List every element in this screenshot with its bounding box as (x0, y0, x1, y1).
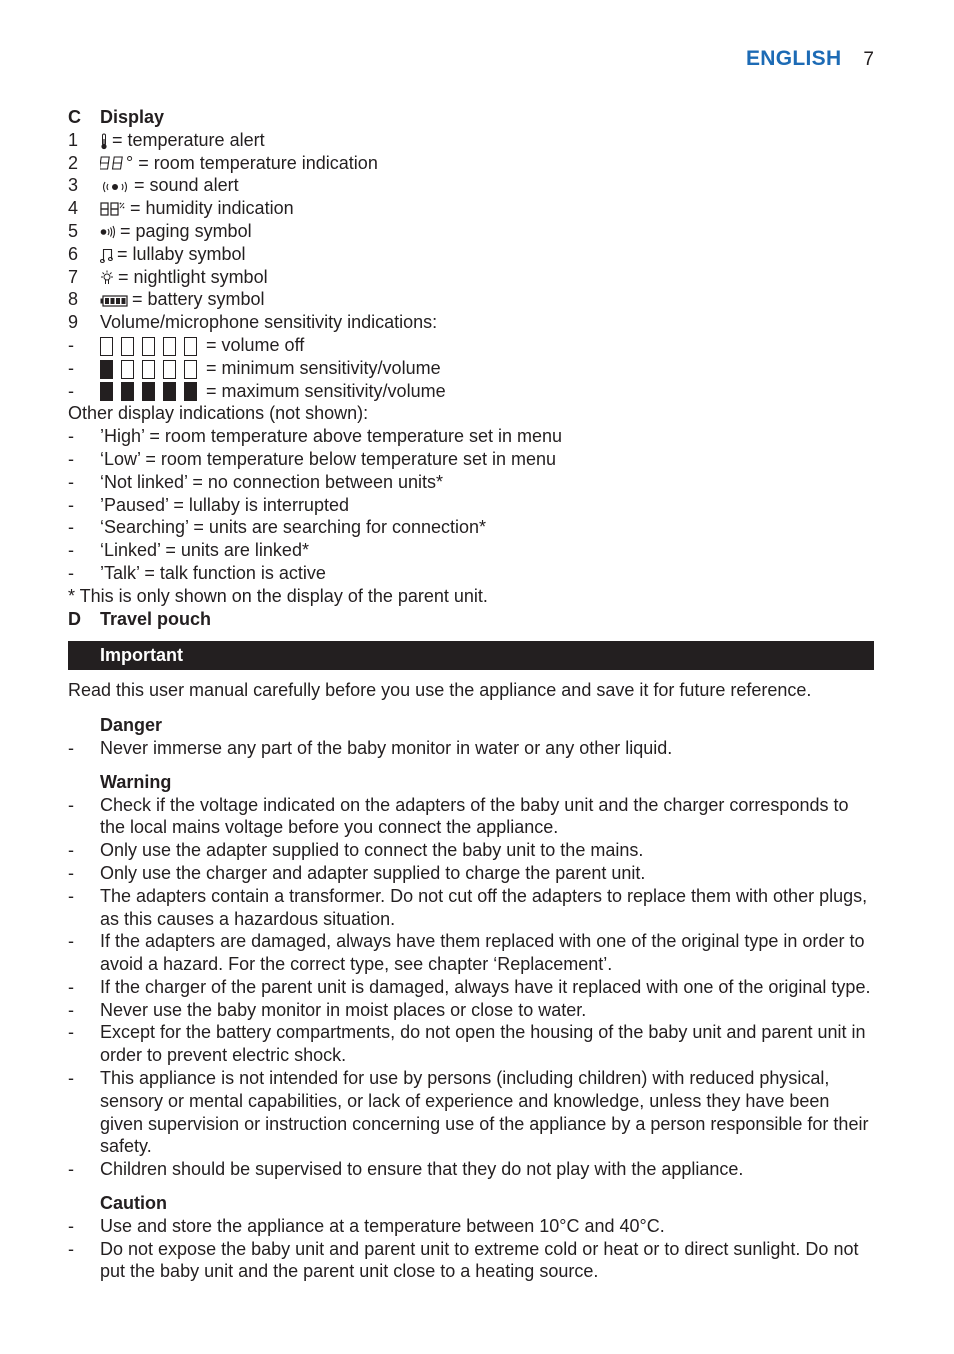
item-number: 2 (68, 152, 79, 173)
list-item: - ’Paused’ = lullaby is interrupted (68, 494, 874, 517)
list-item: - ’Talk’ = talk function is active (68, 562, 874, 585)
item-label: = humidity indication (130, 198, 294, 219)
list-item-text: Check if the voltage indicated on the adapters of the baby unit and the charger corresponds to the local mains voltage before you connect the appliance. (100, 794, 849, 838)
item-number: 4 (68, 198, 79, 219)
display-item (68, 311, 874, 334)
thermometer-icon (100, 133, 108, 150)
list-item-text: ’High’ = room temperature above temperature set in menu (100, 426, 563, 447)
list-item: - Children should be supervised to ensure that they do not play with the appliance. (68, 1158, 874, 1181)
item-number: 5 (68, 220, 79, 241)
list-item-text: Do not expose the baby unit and parent unit to extreme cold or heat or to direct sunlight. Do not put the baby unit and the parent unit close to a heating source. (100, 1238, 859, 1282)
list-item: - Never immerse any part of the baby monitor in water or any other liquid. (68, 737, 874, 760)
humidity-digits-icon (100, 201, 126, 218)
list-item: - If the adapters are damaged, always have them replaced with one of the original type in order to avoid a hazard. For the correct type, see chapter ‘Replacement’. (68, 930, 874, 976)
list-item-text: ‘Searching’ = units are searching for connection* (100, 517, 487, 538)
list-item-text: ‘Not linked’ = no connection between units* (100, 471, 444, 492)
paging-icon (100, 225, 116, 239)
display-item (68, 243, 874, 266)
section-letter: C (68, 107, 81, 127)
list-item-text: Use and store the appliance at a temperature between 10°C and 40°C. (100, 1215, 665, 1236)
volume-level-label: = minimum sensitivity/volume (206, 357, 441, 378)
volume-level (68, 357, 874, 380)
bullet: - (68, 334, 74, 355)
volume-level-label: = volume off (206, 334, 305, 355)
footnote: * This is only shown on the display of the parent unit. (68, 585, 488, 606)
list-item-text: The adapters contain a transformer. Do not cut off the adapters to replace them with other plugs, as this causes a hazardous situation. (100, 885, 868, 929)
danger-heading: Danger (100, 715, 163, 736)
volume-level-label: = maximum sensitivity/volume (206, 380, 446, 401)
display-item (68, 266, 874, 289)
warning-heading: Warning (100, 771, 172, 792)
display-item (68, 152, 874, 175)
bullet: - (68, 380, 74, 401)
list-item: - The adapters contain a transformer. Do not cut off the adapters to replace them with other plugs, as this causes a hazardous situation. (68, 885, 874, 931)
caution-heading: Caution (100, 1193, 167, 1214)
item-label: = temperature alert (112, 129, 265, 150)
item-label: = lullaby symbol (117, 243, 246, 264)
volume-level (68, 334, 874, 357)
list-item-text: Except for the battery compartments, do not open the housing of the baby unit and parent unit in order to prevent electric shock. (100, 1022, 866, 1066)
display-item (68, 220, 874, 243)
language-label: ENGLISH (745, 47, 842, 70)
item-number: 8 (68, 289, 79, 310)
other-indications-heading: Other display indications (not shown): (68, 403, 369, 424)
volume-bars-icon (100, 380, 205, 403)
list-item-text: ‘Low’ = room temperature below temperature set in menu (100, 448, 557, 469)
list-item: - Use and store the appliance at a temperature between 10°C and 40°C. (68, 1215, 874, 1238)
page-number: 7 (863, 49, 874, 70)
list-item-text: Never immerse any part of the baby monitor in water or any other liquid. (100, 737, 673, 758)
display-item (68, 197, 874, 220)
page-content (68, 106, 874, 1283)
item-number: 7 (68, 266, 79, 287)
list-item-text: ’Talk’ = talk function is active (100, 562, 326, 583)
list-item-text: If the adapters are damaged, always have them replaced with one of the original type in order to avoid a hazard. For the correct type, see chapter ‘Replacement’. (100, 931, 865, 975)
list-item: - Do not expose the baby unit and parent unit to extreme cold or heat or to direct sunlight. Do not put the baby unit and the parent unit close to a heating source. (68, 1238, 874, 1284)
list-item: - ‘Linked’ = units are linked* (68, 539, 874, 562)
item-number: 6 (68, 243, 79, 264)
item-label: = battery symbol (132, 289, 265, 310)
volume-bars-icon (100, 357, 205, 380)
list-item: - Except for the battery compartments, do not open the housing of the baby unit and parent unit in order to prevent electric shock. (68, 1021, 874, 1067)
item-number: 1 (68, 129, 79, 150)
important-intro: Read this user manual carefully before you use the appliance and save it for future reference. (68, 680, 812, 701)
list-item-text: Only use the charger and adapter supplied to charge the parent unit. (100, 862, 646, 883)
list-item-text: ‘Linked’ = units are linked* (100, 540, 309, 561)
list-item: - ‘Searching’ = units are searching for connection* (68, 516, 874, 539)
list-item-text: If the charger of the parent unit is damaged, always have it replaced with one of the original type. (100, 976, 871, 997)
section-letter: D (68, 608, 81, 629)
item-label: ° = room temperature indication (126, 152, 378, 173)
list-item: - Only use the charger and adapter supplied to charge the parent unit. (68, 862, 874, 885)
section-travel-pouch-heading (68, 608, 874, 631)
battery-icon (100, 295, 128, 307)
sound-alert-icon (100, 180, 130, 194)
display-item (68, 129, 874, 152)
item-label: = nightlight symbol (118, 266, 268, 287)
list-item: - ’High’ = room temperature above temperature set in menu (68, 425, 874, 448)
section-title: Travel pouch (100, 608, 212, 629)
item-number: 3 (68, 175, 79, 196)
volume-bars-icon (100, 334, 205, 357)
list-item: - If the charger of the parent unit is damaged, always have it replaced with one of the original type. (68, 976, 874, 999)
display-item (68, 288, 874, 311)
display-item (68, 174, 874, 197)
section-display-heading (68, 106, 874, 129)
list-item: - Check if the voltage indicated on the adapters of the baby unit and the charger corresponds to the local mains voltage before you connect the appliance. (68, 794, 874, 840)
list-item-text: Only use the adapter supplied to connect the baby unit to the mains. (100, 840, 644, 861)
bullet: - (68, 357, 74, 378)
important-heading-bar: Important (68, 641, 874, 670)
item-label: = paging symbol (120, 220, 252, 241)
list-item: - This appliance is not intended for use by persons (including children) with reduced physical, sensory or mental capabilities, or lack of experience and knowledge, unless they have been given supervision or instruction concerning use of the appliance by a person responsible for their safety. (68, 1067, 874, 1158)
nightlight-icon (100, 270, 114, 286)
temperature-digits-icon (100, 155, 126, 172)
list-item-text: ’Paused’ = lullaby is interrupted (100, 494, 349, 515)
list-item: - Never use the baby monitor in moist places or close to water. (68, 999, 874, 1022)
section-title: Display (100, 107, 165, 127)
list-item: - Only use the adapter supplied to connect the baby unit to the mains. (68, 839, 874, 862)
list-item: - ‘Not linked’ = no connection between units* (68, 471, 874, 494)
list-item-text: Children should be supervised to ensure that they do not play with the appliance. (100, 1159, 744, 1180)
list-item-text: Never use the baby monitor in moist places or close to water. (100, 999, 587, 1020)
volume-level (68, 380, 874, 403)
music-note-icon (100, 247, 113, 264)
item-number: 9 (68, 312, 79, 333)
item-label: Volume/microphone sensitivity indications: (100, 312, 438, 333)
list-item: - ‘Low’ = room temperature below temperature set in menu (68, 448, 874, 471)
list-item-text: This appliance is not intended for use by persons (including children) with reduced physical, sensory or mental capabilities, or lack of experience and knowledge, unless they have been given supervision or instruction concerning use of the appliance by a person responsible for their safety. (100, 1068, 869, 1157)
page-header (746, 47, 874, 71)
item-label: = sound alert (134, 175, 239, 196)
